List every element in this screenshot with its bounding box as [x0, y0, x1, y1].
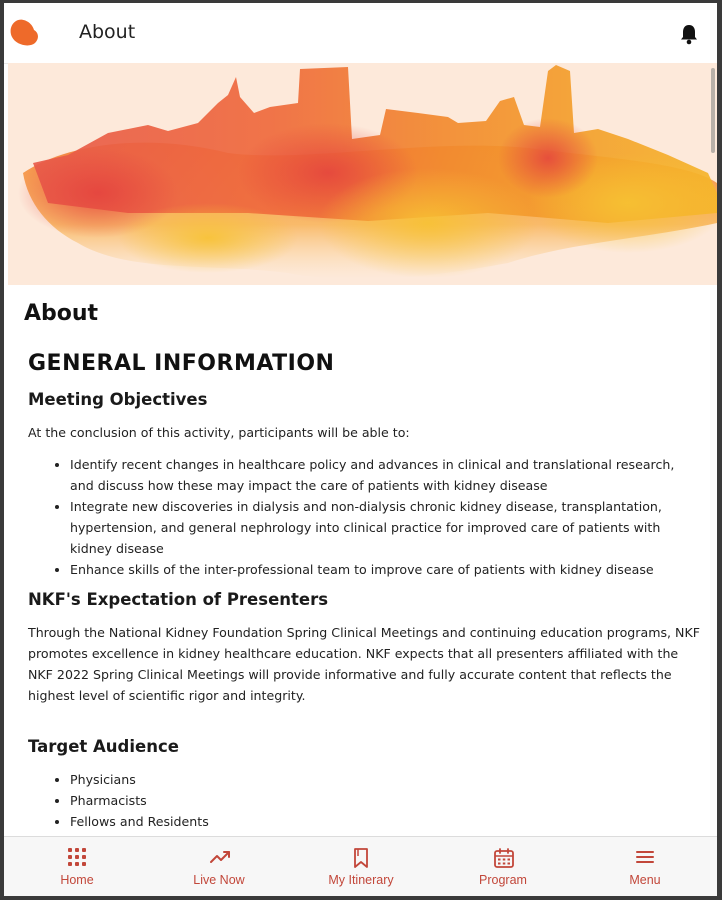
meeting-objectives-heading: Meeting Objectives	[28, 390, 208, 409]
general-information-heading: GENERAL INFORMATION	[28, 351, 335, 376]
objectives-intro: At the conclusion of this activity, participants will be able to:	[28, 425, 410, 440]
hamburger-icon	[635, 847, 655, 867]
expectation-text: Through the National Kidney Foundation Spring Clinical Meetings and continuing education programs, NKF promotes excellence in kidney healthcare education. NKF expects that all presenters affiliated with the NKF 2022 Spring Clinical Meetings will provide informative and fully accurate content that reflects the highest level of scientific rigor and integrity.	[28, 625, 700, 703]
audience-item: • Physicians	[70, 769, 700, 790]
nav-label: Menu	[629, 873, 661, 887]
notification-bell-icon[interactable]	[679, 23, 699, 45]
objectives-list	[28, 454, 700, 580]
app-window	[4, 3, 717, 896]
nav-program[interactable]	[432, 837, 574, 896]
app-logo-icon[interactable]	[10, 18, 40, 46]
about-content	[4, 285, 717, 836]
skyline-banner	[8, 63, 717, 285]
scrollbar-thumb[interactable]	[711, 68, 715, 153]
audience-item: • Pharmacists	[70, 790, 700, 811]
nav-label: Program	[479, 873, 527, 887]
page-title: About	[24, 301, 99, 326]
objective-item: • Integrate new discoveries in dialysis and non-dialysis chronic kidney disease, transplantation, hypertension, and general nephrology into clinical practice for improved care of patients with kidney disease	[70, 496, 700, 559]
bottom-nav	[4, 836, 717, 896]
skyline-illustration	[8, 63, 717, 285]
target-audience-heading: Target Audience	[28, 737, 179, 756]
expectation-heading: NKF's Expectation of Presenters	[28, 590, 329, 609]
trending-icon	[209, 847, 231, 867]
objective-item: • Enhance skills of the inter-professional team to improve care of patients with kidney disease	[70, 559, 700, 580]
top-bar	[4, 3, 717, 64]
objective-item: • Identify recent changes in healthcare policy and advances in clinical and translational research, and discuss how these may impact the care of patients with kidney disease	[70, 454, 700, 496]
nav-my-itinerary[interactable]	[290, 837, 432, 896]
nav-menu[interactable]	[574, 837, 716, 896]
audience-item: • Fellows and Residents	[70, 811, 700, 832]
header-title: About	[79, 21, 136, 43]
bookmark-icon	[351, 847, 371, 869]
nav-live-now[interactable]	[148, 837, 290, 896]
audience-list	[28, 769, 700, 832]
calendar-icon	[493, 847, 515, 869]
nav-label: Home	[60, 873, 94, 887]
nav-label: My Itinerary	[328, 873, 394, 887]
nav-home[interactable]	[6, 837, 148, 896]
grid-icon	[67, 847, 87, 867]
nav-label: Live Now	[193, 873, 245, 887]
